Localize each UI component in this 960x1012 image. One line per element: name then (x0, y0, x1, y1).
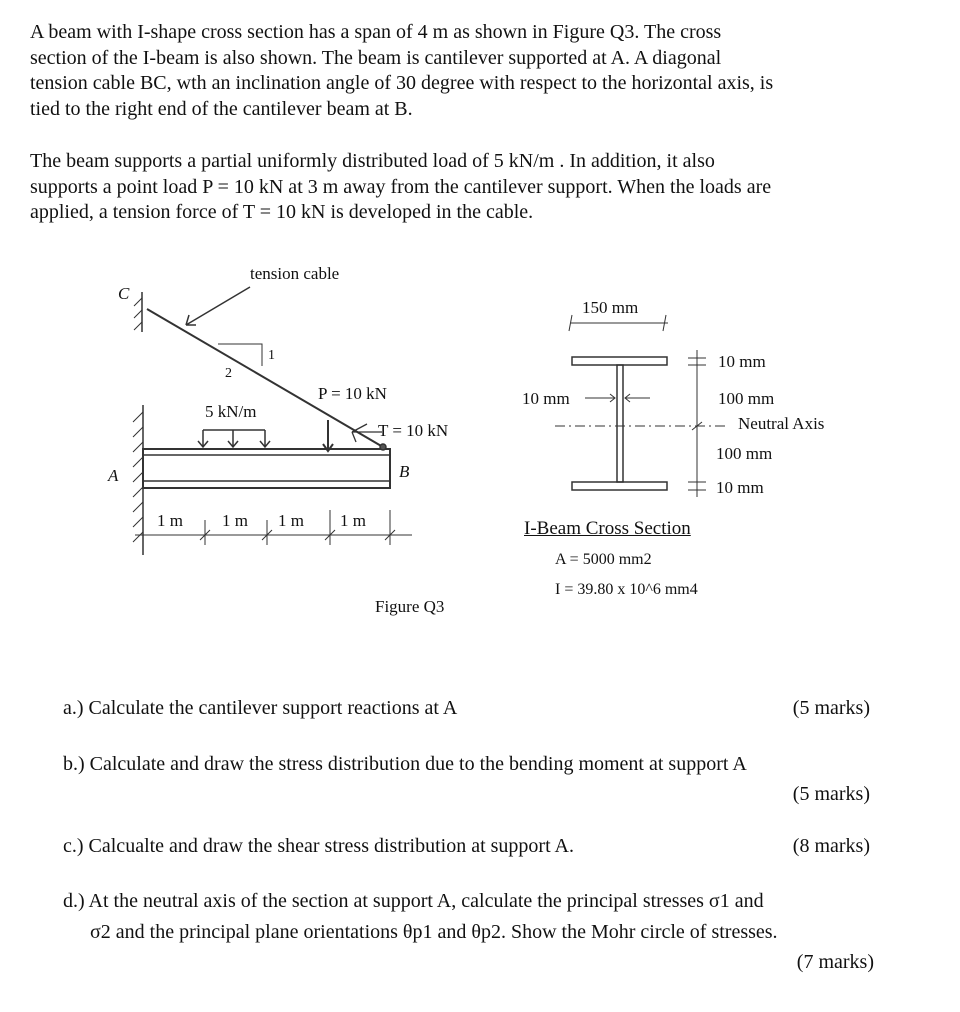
i-beam-section (572, 357, 667, 490)
point-b-label: B (399, 462, 410, 481)
span-label: 1 m (157, 511, 183, 530)
wall-support-A (133, 405, 143, 555)
lower-height-label: 100 mm (716, 444, 773, 463)
text-line: tied to the right end of the cantilever beam at B. (30, 97, 413, 120)
section-inertia: I = 39.80 x 10^6 mm4 (555, 581, 698, 598)
text-line: supports a point load P = 10 kN at 3 m away from the cantilever support. When the loads are (30, 175, 772, 198)
tension-cable-label: tension cable (250, 264, 340, 283)
wall-support-C (134, 292, 142, 332)
span-label: 1 m (340, 511, 366, 530)
upper-height-label: 100 mm (718, 389, 775, 408)
slope-rise-label: 1 (268, 348, 275, 363)
text-line: applied, a tension force of T = 10 kN is developed in the cable. (30, 201, 534, 224)
question-b-marks: (5 marks) (792, 783, 870, 805)
point-load-arrow (323, 420, 333, 451)
udl-arrows (198, 430, 270, 447)
tension-force-label: T = 10 kN (378, 421, 449, 440)
question-c: c.) Calcualte and draw the shear stress distribution at support A. (63, 835, 574, 857)
text-line: section of the I-beam is also shown. The beam is cantilever supported at A. A diagonal (30, 46, 722, 69)
point-a-label: A (108, 466, 119, 485)
cable-label-arrow (186, 287, 250, 325)
text-line: A beam with I-shape cross section has a span of 4 m as shown in Figure Q3. The cross (30, 21, 722, 43)
figure-caption: Figure Q3 (375, 597, 445, 616)
question-b: b.) Calculate and draw the stress distribution due to the bending moment at support A (63, 753, 747, 775)
udl-label: 5 kN/m (205, 402, 257, 421)
question-c-marks: (8 marks) (792, 835, 870, 857)
text-line: tension cable BC, wth an inclination angle of 30 degree with respect to the horizontal axis, is (30, 72, 774, 95)
neutral-axis-label: Neutral Axis (738, 414, 825, 433)
question-a-marks: (5 marks) (792, 697, 870, 719)
text-line: The beam supports a partial uniformly distributed load of 5 kN/m . In addition, it also (30, 150, 715, 172)
top-flange-thickness-label: 10 mm (718, 352, 766, 371)
bottom-flange-thickness-label: 10 mm (716, 478, 764, 497)
point-load-label: P = 10 kN (318, 384, 387, 403)
slope-run-label: 2 (225, 366, 232, 381)
question-d-continued: σ2 and the principal plane orientations θp1 and θp2. Show the Mohr circle of stresses. (90, 921, 778, 943)
flange-width-label: 150 mm (582, 298, 639, 317)
question-a: a.) Calculate the cantilever support reactions at A (63, 697, 458, 719)
web-thickness-label: 10 mm (522, 389, 570, 408)
question-d-marks: (7 marks) (796, 951, 874, 973)
tension-cable (147, 309, 383, 447)
question-d: d.) At the neutral axis of the section at support A, calculate the principal stresses σ1 and (63, 890, 764, 912)
span-label: 1 m (222, 511, 248, 530)
height-dimension (688, 350, 706, 497)
section-area: A = 5000 mm2 (555, 551, 652, 568)
span-label: 1 m (278, 511, 304, 530)
section-title: I-Beam Cross Section (524, 518, 691, 539)
point-c-label: C (118, 284, 130, 303)
